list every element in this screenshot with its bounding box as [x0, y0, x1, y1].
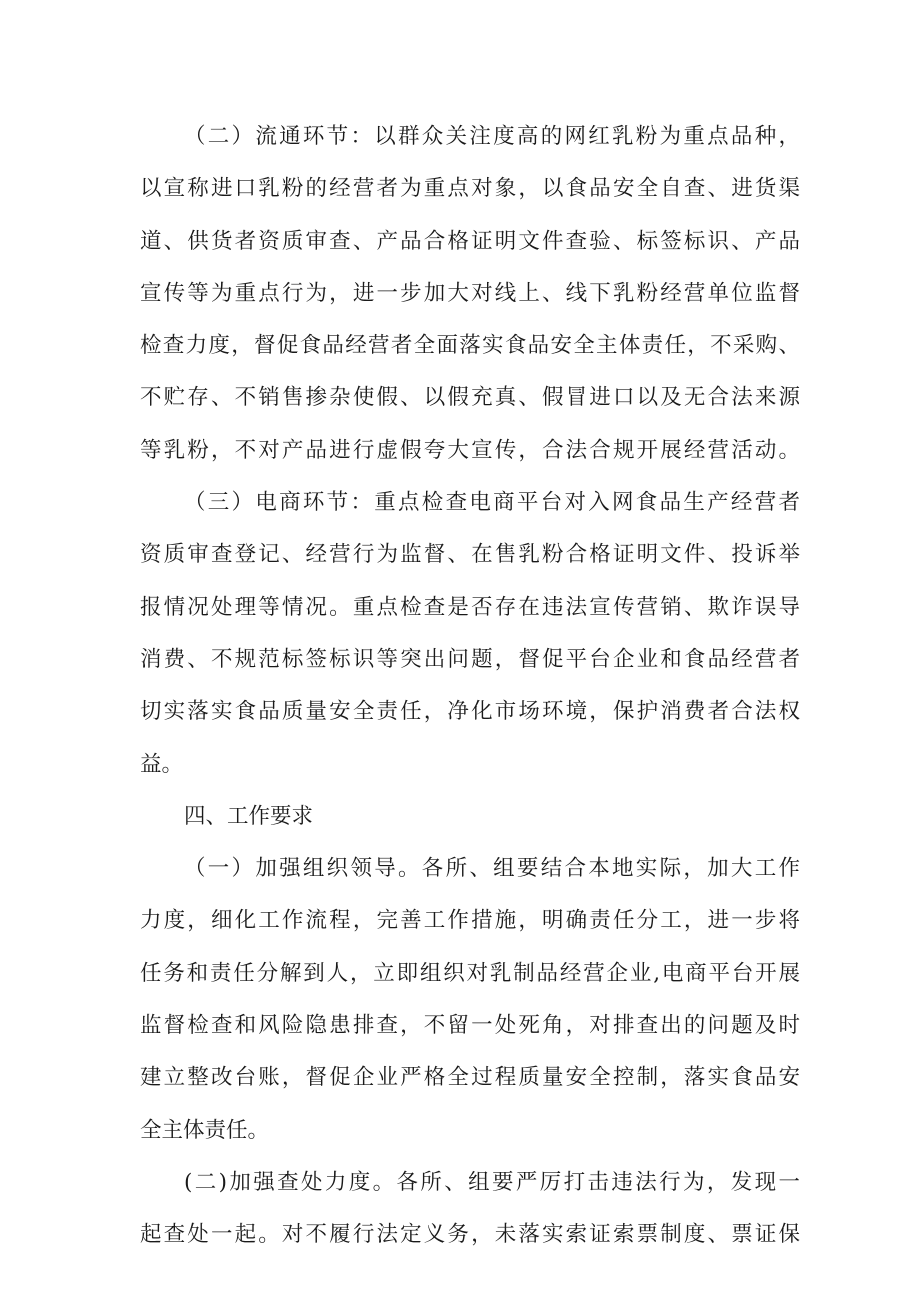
text-line: 建立整改台账，督促企业严格全过程质量安全控制，落实食品安 — [140, 1065, 800, 1091]
paragraph-organization — [140, 843, 800, 1157]
paragraph-circulation — [140, 111, 800, 477]
paragraph-enforcement — [140, 1157, 800, 1262]
text-line: 力度，细化工作流程，完善工作措施，明确责任分工，进一步将 — [140, 908, 800, 934]
text-line: (二)加强查处力度。各所、组要严厉打击违法行为，发现一 — [184, 1169, 800, 1195]
text-line: 切实落实食品质量安全责任，净化市场环境，保护消费者合法权 — [140, 699, 800, 725]
text-line: 道、供货者资质审查、产品合格证明文件查验、标签标识、产品 — [140, 228, 800, 254]
section-title: 四、工作要求 — [184, 803, 314, 829]
document-body — [140, 111, 800, 1262]
text-line: 消费、不规范标签标识等突出问题，督促平台企业和食品经营者 — [140, 646, 800, 672]
paragraph-ecommerce — [140, 477, 800, 791]
text-line: 资质审查登记、经营行为监督、在售乳粉合格证明文件、投诉举 — [140, 542, 800, 568]
text-line: （二）流通环节：以群众关注度高的网红乳粉为重点品种， — [184, 124, 800, 149]
text-line: 报情况处理等情况。重点检查是否存在违法宣传营销、欺诈误导 — [140, 594, 800, 620]
text-line: 益。 — [140, 751, 184, 777]
text-line: 全主体责任。 — [140, 1117, 270, 1143]
text-line: 任务和责任分解到人，立即组织对乳制品经营企业,电商平台开展 — [140, 960, 800, 986]
text-line: 起查处一起。对不履行法定义务，未落实索证索票制度、票证保 — [140, 1222, 800, 1248]
text-line: 监督检查和风险隐患排查，不留一处死角，对排查出的问题及时 — [140, 1013, 800, 1039]
section-heading — [140, 791, 800, 843]
text-line: （三）电商环节：重点检查电商平台对入网食品生产经营者 — [184, 490, 800, 516]
text-line: 宣传等为重点行为，进一步加大对线上、线下乳粉经营单位监督 — [140, 280, 800, 306]
text-line: （一）加强组织领导。各所、组要结合本地实际，加大工作 — [184, 856, 800, 882]
text-line: 以宣称进口乳粉的经营者为重点对象，以食品安全自查、进货渠 — [140, 176, 800, 202]
text-line: 等乳粉，不对产品进行虚假夸大宣传，合法合规开展经营活动。 — [140, 437, 800, 463]
text-line: 检查力度，督促食品经营者全面落实食品安全主体责任，不采购、 — [140, 333, 800, 359]
text-line: 不贮存、不销售掺杂使假、以假充真、假冒进口以及无合法来源 — [140, 385, 800, 411]
